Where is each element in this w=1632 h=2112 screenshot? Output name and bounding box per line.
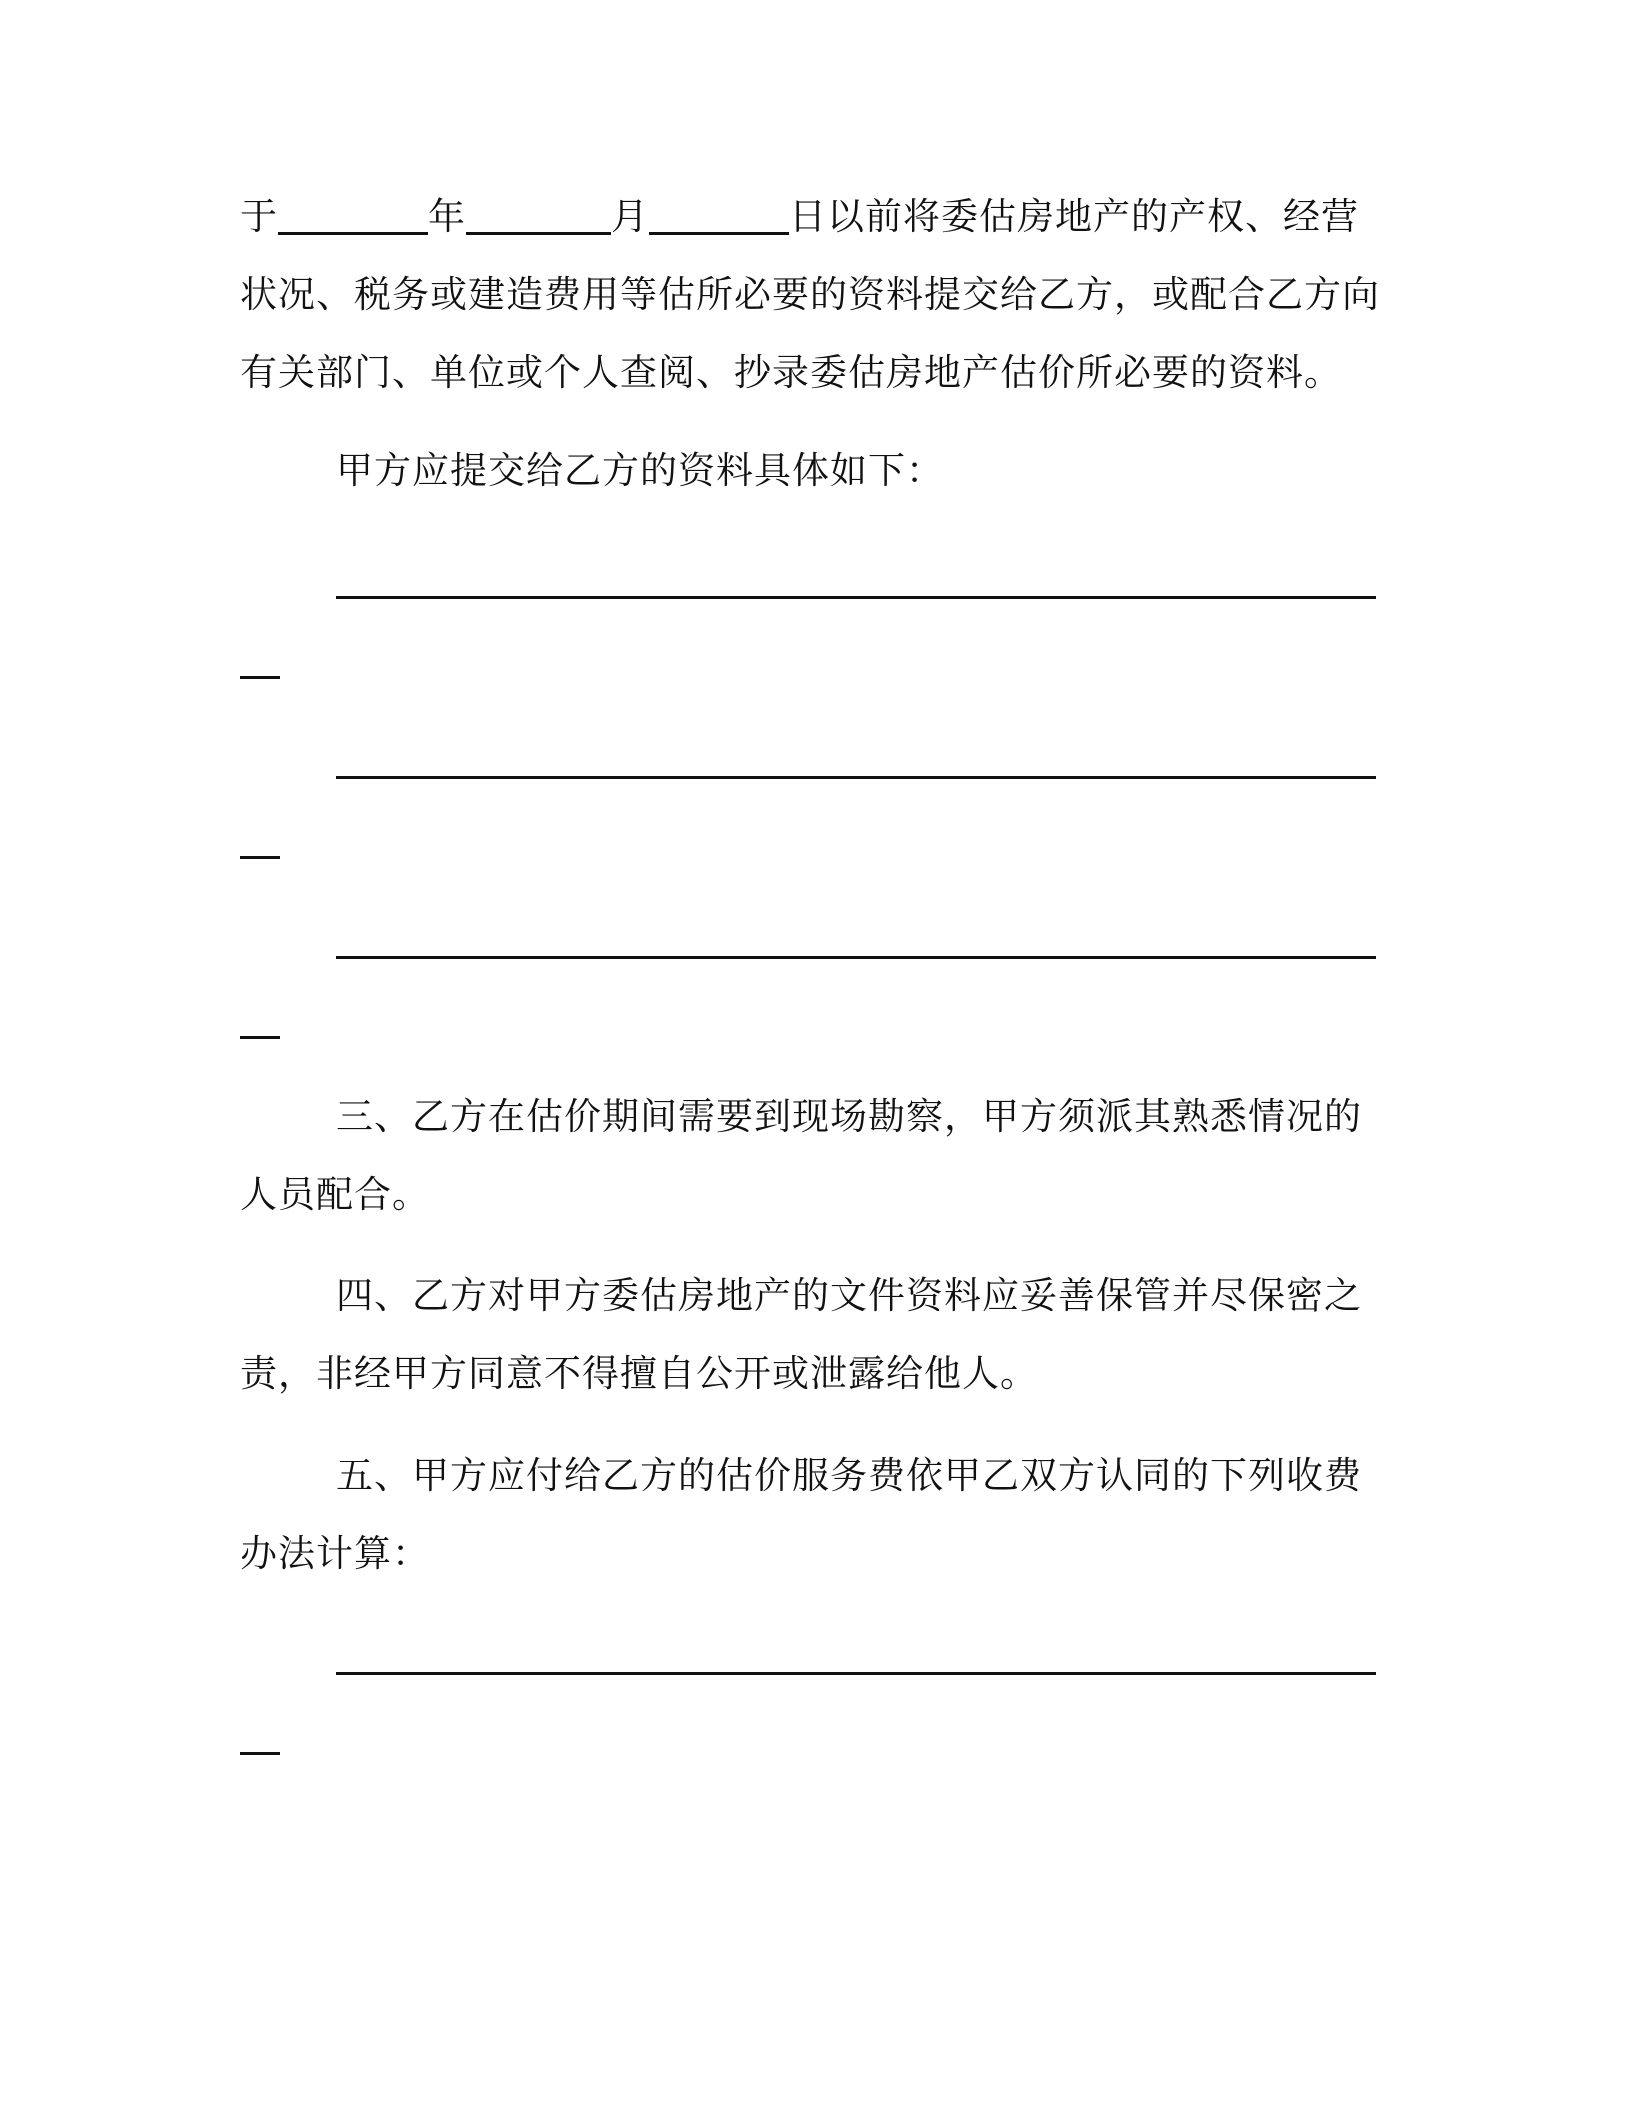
blank-line-2-cont[interactable] <box>240 856 280 859</box>
text-rest: 日以前将委估房地产的产权、经营状况、税务或建造费用等估所必要的资料提交给乙方，或配合乙方向有关部门、单位或个人查阅、抄录委估房地产估价所必要的资料。 <box>240 195 1380 394</box>
blank-line-2[interactable] <box>336 776 1376 779</box>
blank-line-4[interactable] <box>336 1672 1376 1675</box>
paragraph-clause-5: 五、甲方应付给乙方的估价服务费依甲乙双方认同的下列收费办法计算： <box>240 1454 1362 1575</box>
blank-line-1-cont[interactable] <box>240 676 280 679</box>
blank-year[interactable] <box>278 198 428 235</box>
blank-line-4-cont[interactable] <box>240 1752 280 1755</box>
text-year: 年 <box>428 195 466 238</box>
blank-line-1[interactable] <box>336 596 1376 599</box>
blank-month[interactable] <box>466 198 611 235</box>
paragraph-clause-4: 四、乙方对甲方委估房地产的文件资料应妥善保管并尽保密之责，非经甲方同意不得擅自公开或泄露给他人。 <box>240 1274 1362 1395</box>
paragraph-documents-deadline <box>240 178 1380 412</box>
paragraph-documents-list-intro: 甲方应提交给乙方的资料具体如下： <box>336 449 944 492</box>
text-prefix: 于 <box>240 195 278 238</box>
blank-line-3-cont[interactable] <box>240 1036 280 1039</box>
paragraph-clause-3: 三、乙方在估价期间需要到现场勘察，甲方须派其熟悉情况的人员配合。 <box>240 1095 1362 1216</box>
blank-day[interactable] <box>649 198 789 235</box>
blank-line-3[interactable] <box>336 956 1376 959</box>
text-month: 月 <box>611 195 649 238</box>
